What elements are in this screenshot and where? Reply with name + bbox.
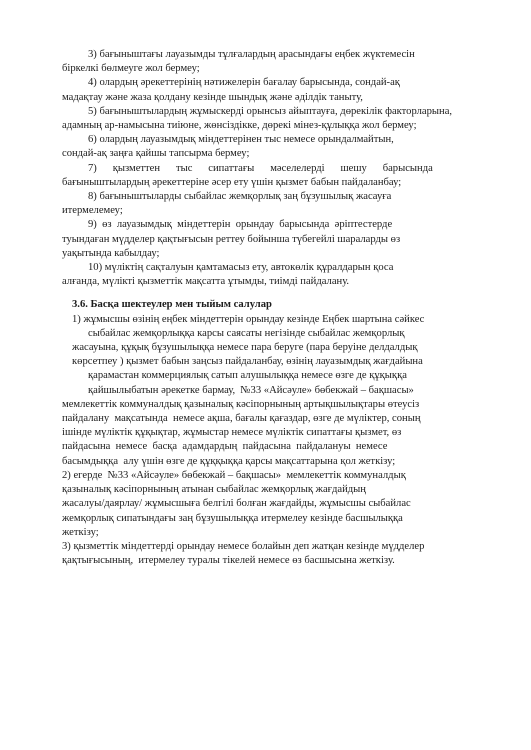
- list-item-line: 6) олардың лауазымдық міндеттерінен тыс немесе орындалмайтын,: [88, 134, 394, 146]
- list-item-line: жасауына, құқық бұзушылыққа немесе пара беруге (пара беруіне делдалдық: [72, 342, 418, 354]
- list-item-line: итермелемеу;: [62, 205, 123, 217]
- list-item-line: туындаған мүдделер қақтығысын реттеу бойынша түбегейлі шараларды өз: [62, 233, 401, 245]
- list-item-line: пайдалану мақсатында немесе ақша, бағалы қағаздар, өзге де мүліктер, соның: [62, 413, 421, 425]
- list-item-line: пайдасына немесе басқа адамдардың пайдасына пайдалануы немесе: [62, 441, 388, 453]
- list-item-line: 4) олардың әрекеттерінің нәтижелерін бағалау барысында, сондай-ақ: [88, 77, 400, 89]
- list-item-line: басымдыққа алу үшін өзге де құққыққа қарсы мақсаттарына қол жеткізу;: [62, 455, 396, 467]
- list-item-line: 1) жұмысшы өзінің еңбек міндеттерін орындау кезінде Еңбек шартына сәйкес: [72, 313, 425, 325]
- list-item-line: уақытында кабылдау;: [62, 247, 160, 259]
- list-item-line: 5) бағыныштылардың жұмыскерді орынсыз айыптауға, дөрекілік факторларына,: [88, 105, 453, 117]
- list-item-line: ішінде мүліктік құқықтар, жұмыстар немесе мүліктік сипаттағы қызмет, өз: [62, 427, 402, 439]
- list-item-line: жеткізу;: [62, 526, 99, 538]
- list-item-line: қақтығысының, итермелеу туралы тікелей немесе өз басшысына жеткізу.: [62, 555, 395, 567]
- list-item-line: біркелкі бөлмеуге жол бермеу;: [62, 63, 200, 75]
- list-item-line: мемлекеттік коммуналдық қазыналық кәсіпорнының артықшылықтары өтеусіз: [62, 398, 420, 410]
- list-item-line: 2) егерде №33 «Айсәуле» бөбекжай – бақшасы» мемлекеттік коммуналдық: [62, 469, 406, 481]
- list-item-line: жемқорлық сипатындағы заң бұзушылыққа итермелеу кезінде басшылыққа: [62, 512, 403, 524]
- list-item-line: қазыналық кәсіпорнының атынан сыбайлас жемқорлық жағдайдың: [62, 484, 366, 496]
- list-item-line: сондай-ақ заңға қайшы тапсырма бермеу;: [62, 148, 250, 160]
- list-item-line: мадақтау және жаза қолдану кезінде шындық және әділдік таныту,: [62, 91, 363, 103]
- list-item-line: алғанда, мүлікті қызметтік мақсатта ұтымды, тиімді пайдалану.: [62, 276, 350, 288]
- list-item-line: адамның ар-намысына тиіюне, жөнсіздікке, дөрекі мінез-құлыққа жол бермеу;: [62, 120, 417, 132]
- list-item-line: 3) қызметтік міндеттерді орындау немесе болайын деп жатқан кезінде мүдделер: [62, 540, 425, 552]
- list-item-line: сыбайлас жемқорлыққа карсы саясаты негізінде сыбайлас жемқорлық: [88, 327, 405, 339]
- list-item-line: 8) бағыныштыларды сыбайлас жемқорлық заң бұзушылық жасауға: [88, 191, 392, 203]
- list-b: [62, 313, 475, 569]
- list-a: [62, 48, 475, 289]
- list-item-line: бағыныштылардың әрекеттеріне әсер ету үшін қызмет бабын пайдаланбау;: [62, 176, 402, 188]
- list-item-line: 3) бағыныштағы лауазымды тұлғалардың арасындағы еңбек жүктемесін: [88, 49, 415, 60]
- list-item-line: жасалуы/даярлау/ жұмысшыға белгілі болған жағдайды, жұмысшы сыбайлас: [62, 498, 411, 510]
- list-item-line: 7) қызметтен тыс сипаттағы мәселелерді шешу барысында: [88, 162, 433, 174]
- list-item-line: 10) мүліктің сақталуын қамтамасыз ету, автокөлік құралдарын қоса: [88, 262, 394, 274]
- list-item-line: қарамастан коммерциялық сатып алушылыққа немесе өзге де құқыққа: [88, 370, 407, 382]
- list-item-line: қайшылыбатын әрекетке бармау, №33 «Айсәуле» бөбекжай – бақшасы»: [88, 384, 414, 396]
- list-item-line: 9) өз лауазымдық міндеттерін орындау барысында әріптестерде: [88, 219, 393, 231]
- section-heading: 3.6. Басқа шектеулер мен тыйым салулар: [72, 299, 272, 311]
- list-item-line: көрсетпеу ) қызмет бабын заңсыз пайдаланбау, өзінің лауазымдық жағдайына: [72, 356, 423, 368]
